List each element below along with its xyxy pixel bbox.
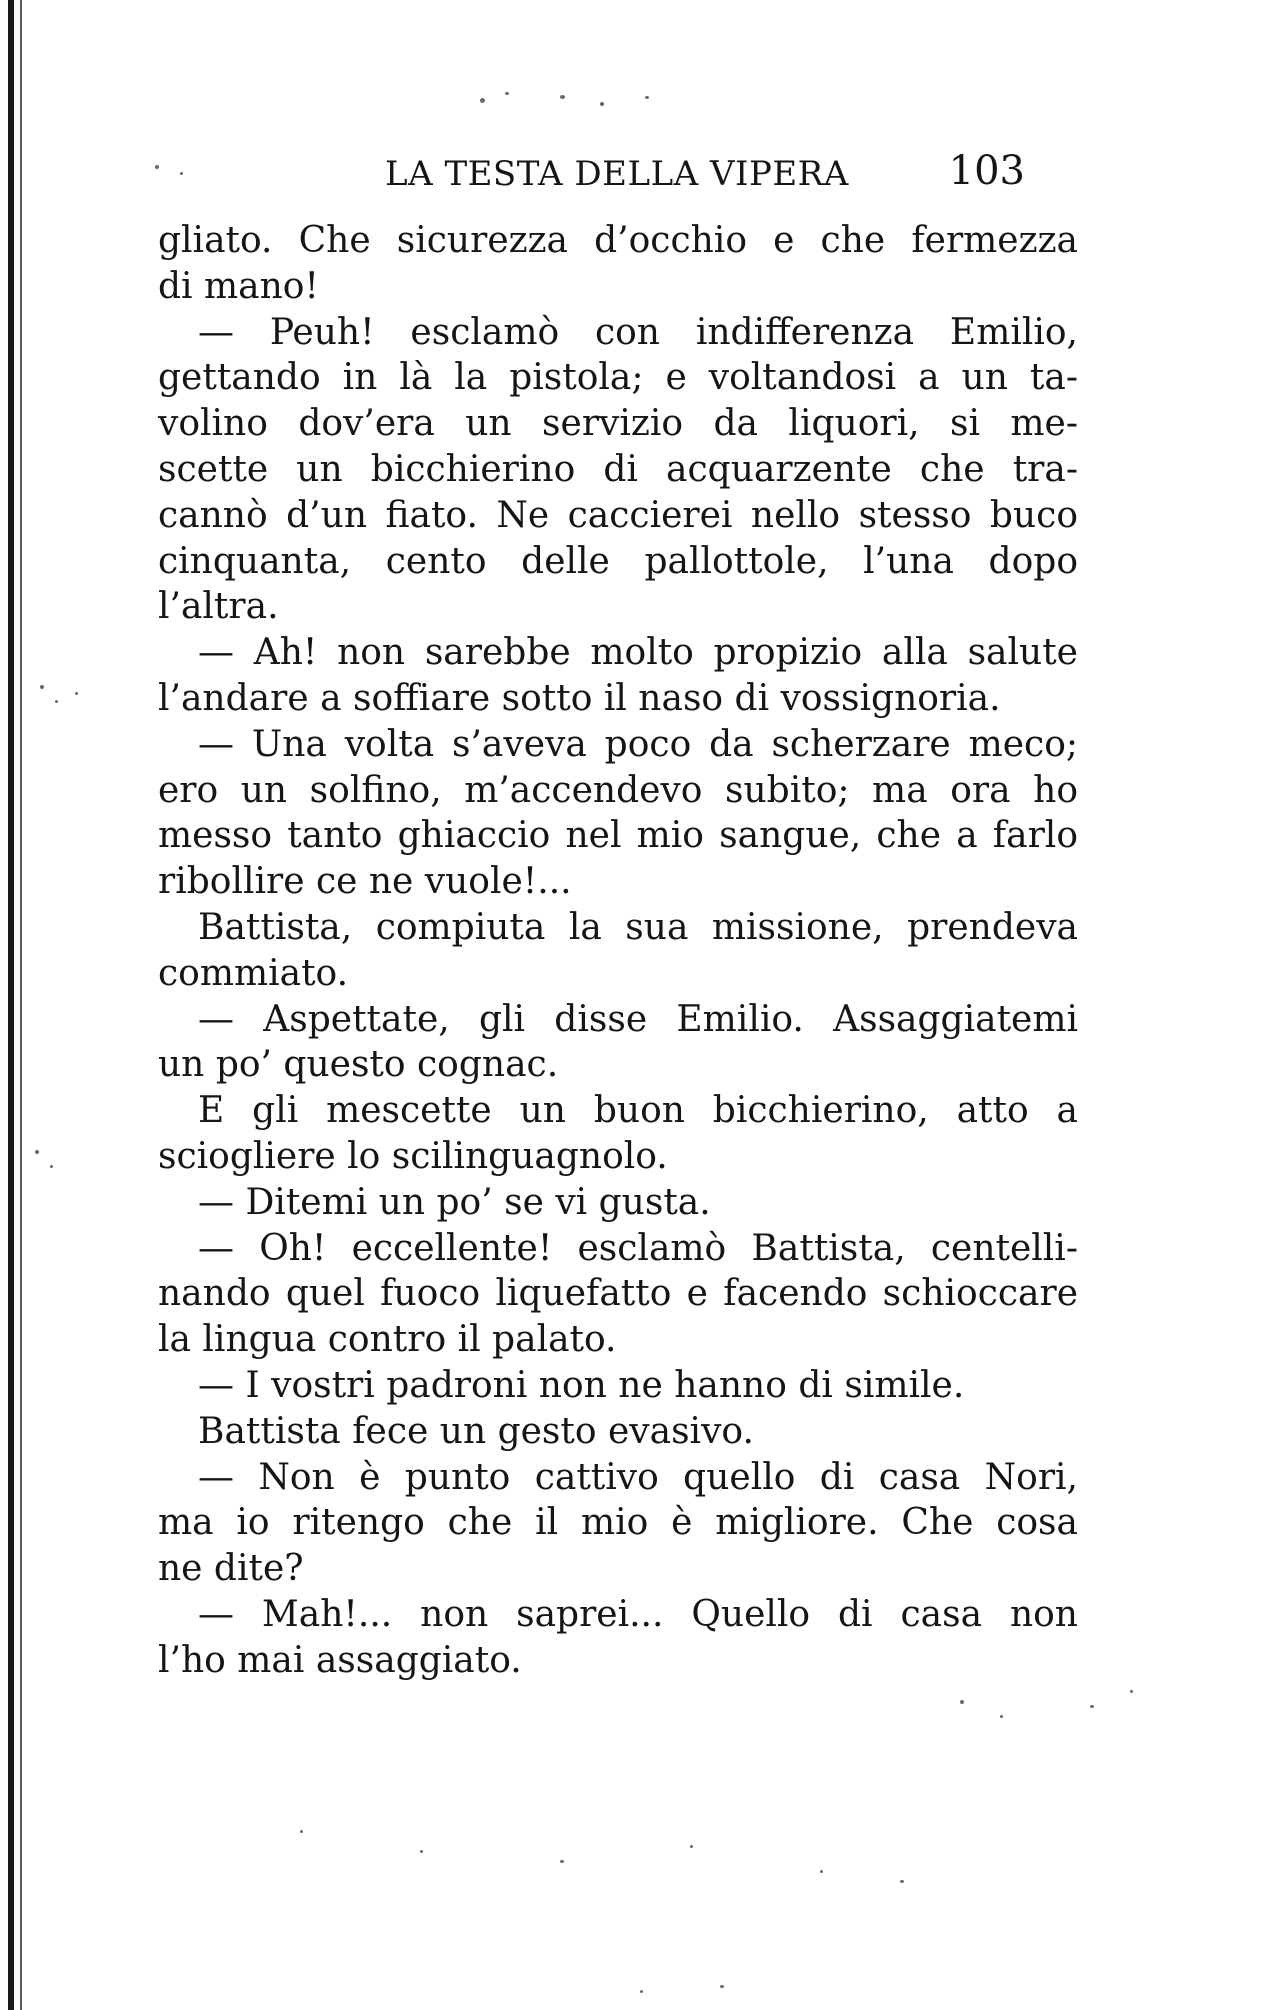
scan-speck [300, 1830, 303, 1833]
scan-speck [40, 685, 44, 689]
text-line: messo tanto ghiaccio nel mio sangue, che a farlo [158, 815, 1078, 857]
text-line: l’altra. [158, 586, 279, 628]
text-line: gettando in là la pistola; e voltandosi a un ta- [158, 357, 1078, 399]
text-line: l’andare a soffiare sotto il naso di vossignoria. [158, 677, 1001, 719]
text-line: cannò d’un fiato. Ne caccierei nello stesso buco [158, 494, 1078, 536]
scan-speck [720, 1985, 724, 1988]
text-line: — Aspettate, gli disse Emilio. Assaggiatemi [198, 998, 1078, 1040]
text-line: Battista fece un gesto evasivo. [198, 1410, 754, 1452]
text-line: E gli mescette un buon bicchierino, atto a [198, 1090, 1078, 1132]
page-binding-shadow [20, 0, 22, 2010]
text-line: — Una volta s’aveva poco da scherzare meco; [198, 723, 1078, 765]
scan-speck [820, 1870, 823, 1873]
text-line: — Mah!... non saprei... Quello di casa non [198, 1593, 1078, 1635]
scan-speck [505, 92, 509, 95]
scan-speck [420, 1850, 423, 1853]
scan-speck [960, 1700, 964, 1704]
body-text [158, 218, 1078, 1684]
scan-speck [1130, 1690, 1133, 1693]
scan-speck [55, 700, 58, 703]
scan-speck [560, 95, 565, 99]
scan-speck [1000, 1715, 1003, 1718]
scan-speck [1090, 1705, 1094, 1708]
text-line: ne dite? [158, 1548, 304, 1590]
page-header [385, 148, 1065, 200]
scan-speck [560, 1860, 564, 1863]
text-line: volino dov’era un servizio da liquori, si me- [158, 403, 1078, 445]
text-line: nando quel fuoco liquefatto e facendo schioccare [158, 1273, 1078, 1315]
scan-speck [180, 172, 183, 175]
scan-speck [480, 98, 485, 103]
text-line: — Oh! eccellente! esclamò Battista, centelli- [198, 1227, 1078, 1269]
scan-speck [155, 165, 159, 169]
scan-speck [35, 1150, 39, 1154]
text-line: cinquanta, cento delle pallottole, l’una dopo [158, 540, 1078, 582]
text-line: un po’ questo cognac. [158, 1044, 559, 1086]
text-line: gliato. Che sicurezza d’occhio e che fermezza [158, 220, 1078, 261]
text-line: — Ah! non sarebbe molto propizio alla salute [198, 632, 1078, 674]
running-title: LA TESTA DELLA VIPERA [385, 154, 849, 194]
text-line: di mano! [158, 265, 319, 307]
text-line: ribollire ce ne vuole!... [158, 861, 572, 903]
text-line: — Peuh! esclamò con indifferenza Emilio, [198, 311, 1078, 353]
text-line: scette un bicchierino di acquarzente che tra- [158, 448, 1078, 490]
text-line: ma io ritengo che il mio è migliore. Che cosa [158, 1502, 1078, 1544]
text-line: — Ditemi un po’ se vi gusta. [198, 1181, 711, 1223]
text-line: l’ho mai assaggiato. [158, 1639, 522, 1681]
text-line: la lingua contro il palato. [158, 1319, 617, 1361]
scan-speck [50, 1165, 53, 1168]
text-line: — Non è punto cattivo quello di casa Nori, [198, 1456, 1078, 1498]
scan-speck [75, 692, 78, 695]
text-line: Battista, compiuta la sua missione, prendeva [198, 906, 1078, 948]
text-line: commiato. [158, 952, 349, 994]
scan-speck [640, 1990, 643, 1993]
text-line: ero un solfino, m’accendevo subito; ma ora ho [158, 769, 1078, 811]
text-line: sciogliere lo scilinguagnolo. [158, 1135, 668, 1177]
scan-speck [690, 1845, 693, 1848]
scan-speck [900, 1880, 904, 1883]
scan-speck [600, 102, 604, 106]
page-binding-edge [8, 0, 14, 2010]
page-number: 103 [948, 148, 1025, 194]
text-line: — I vostri padroni non ne hanno di simile. [198, 1364, 965, 1406]
scan-speck [645, 96, 649, 99]
